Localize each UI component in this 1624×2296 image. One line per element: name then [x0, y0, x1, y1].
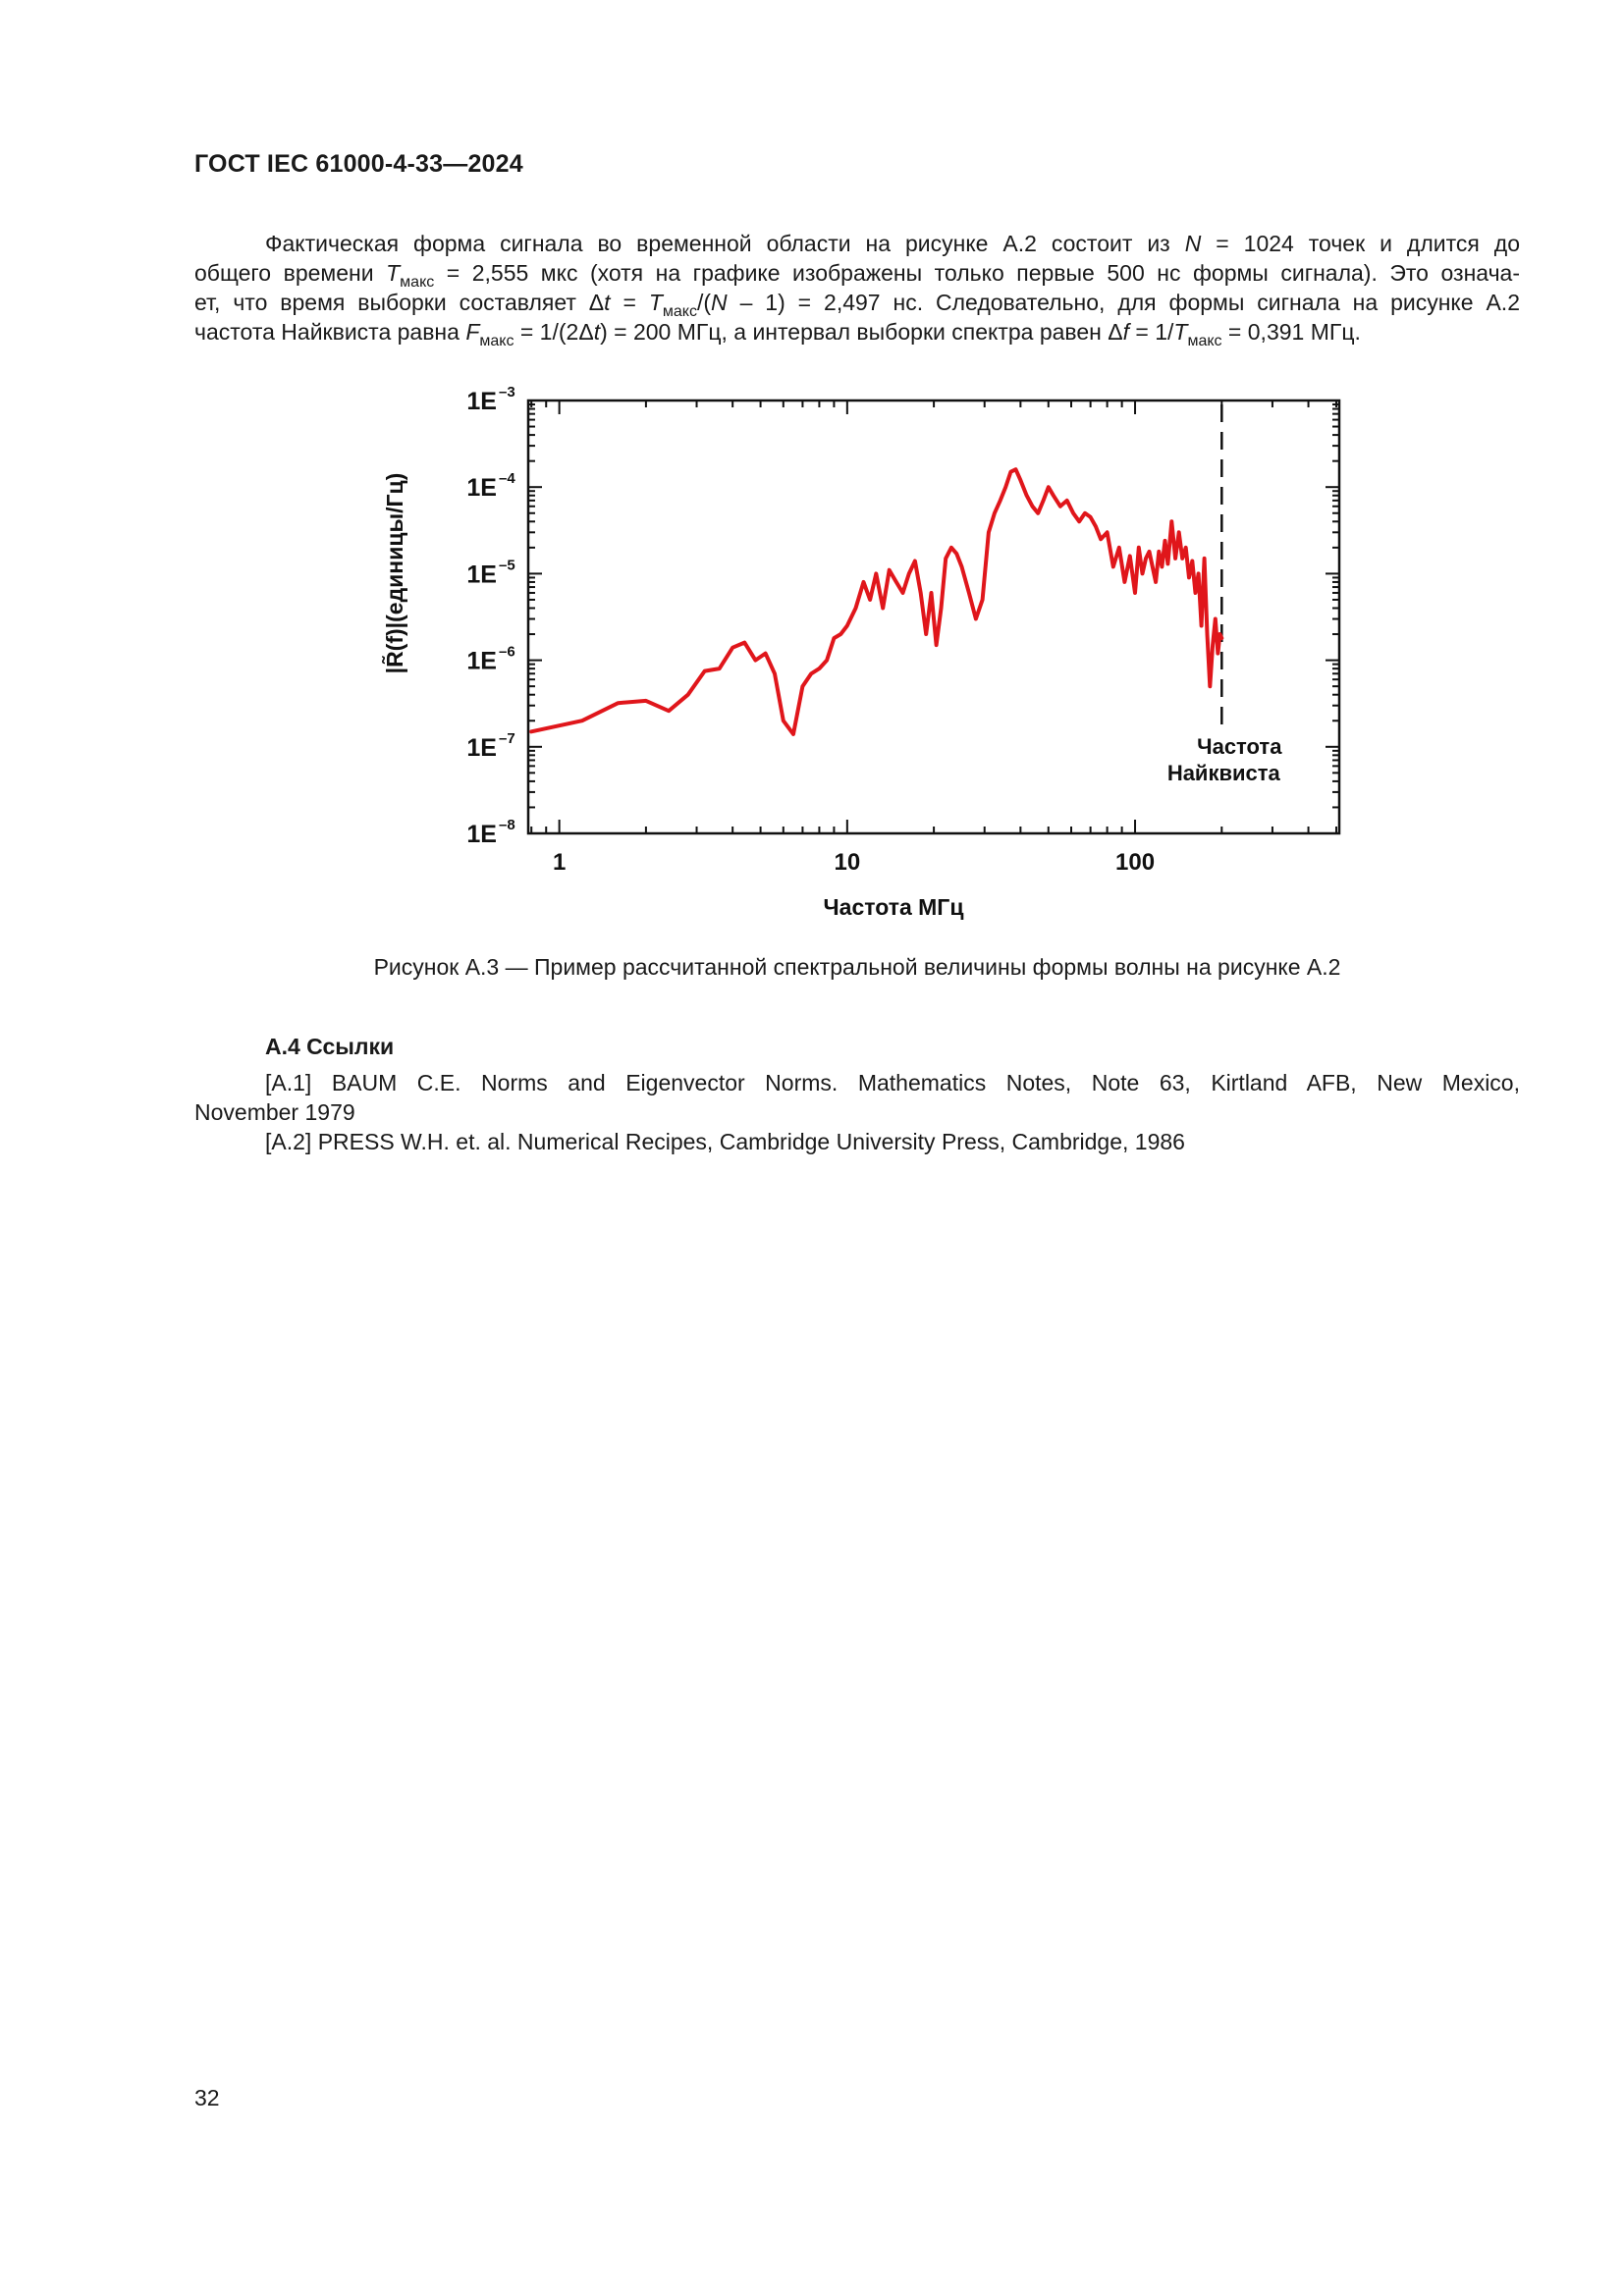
- paragraph-line-2: общего времени $T_{макс} = 2,555$ мкс (хотя на графике изображены только первые 500 нс формы сигнала). Это означа-: [194, 260, 1520, 291]
- y-tick-label: 1E: [466, 733, 497, 762]
- y-tick-exponent: –6: [499, 643, 515, 661]
- y-tick-labels: [466, 384, 515, 848]
- figure-caption: Рисунок А.3 — Пример рассчитанной спектральной величины формы волны на рисунке А.2: [373, 954, 1341, 980]
- x-tick-label: 10: [834, 849, 861, 876]
- section-title: А.4 Ссылки: [265, 1034, 395, 1059]
- y-tick-exponent: –7: [499, 729, 515, 747]
- reference-1-line-1: [A.1] BAUM C.E. Norms and Eigenvector Norms. Mathematics Notes, Note 63, Kirtland AFB, New Mexico,: [265, 1070, 1520, 1095]
- references-list: [194, 1068, 1520, 1156]
- nyquist-annotation-line-1: Частота: [1197, 733, 1282, 759]
- y-tick-exponent: –4: [499, 470, 515, 488]
- y-tick-label: 1E: [466, 388, 497, 415]
- spectrum-series-line: [531, 469, 1221, 734]
- y-tick-exponent: –5: [499, 557, 515, 574]
- paragraph-line-3: ет, что время выборки составляет $\Delta t = T_{макс}/(N - 1) = 2,497$ нс. Следовательно, для формы сигнала на рисунке А.2: [194, 290, 1520, 320]
- reference-2: [A.2] PRESS W.H. et. al. Numerical Recipes, Cambridge University Press, Cambridge, 1986: [265, 1129, 1185, 1154]
- y-tick-label: 1E: [466, 561, 497, 589]
- x-axis-label: Частота МГц: [823, 894, 964, 920]
- y-tick-label: 1E: [466, 647, 497, 675]
- y-tick-exponent: –8: [499, 817, 515, 833]
- y-tick-exponent: –3: [499, 384, 515, 400]
- body-paragraph: [194, 229, 1520, 347]
- paragraph-line-4: частота Найквиста равна $F_{макс} = 1/(2\Delta t) = 200$ МГц, а интервал выборки спектра равен $\Delta f = 1/T_{макс} = 0,391$ МГц.: [194, 319, 1361, 349]
- paragraph-line-1: Фактическая форма сигнала во временной области на рисунке А.2 состоит из N = 1024 точек и длится до: [265, 231, 1520, 256]
- reference-1-line-2: November 1979: [194, 1099, 355, 1125]
- spectrum-figure: [363, 365, 1345, 925]
- document-header: ГОСТ IEC 61000-4-33—2024: [194, 150, 523, 178]
- y-axis-label: |R̃(f)|(единицы/Гц): [382, 472, 407, 674]
- y-tick-label: 1E: [466, 474, 497, 503]
- x-tick-label: 1: [552, 849, 567, 876]
- x-tick-label: 100: [1115, 849, 1156, 876]
- y-tick-label: 1E: [466, 821, 497, 848]
- x-tick-labels: [553, 849, 1155, 876]
- page-number: 32: [194, 2085, 220, 2110]
- spectrum-chart: [363, 365, 1345, 925]
- nyquist-annotation-line-2: Найквиста: [1166, 760, 1280, 785]
